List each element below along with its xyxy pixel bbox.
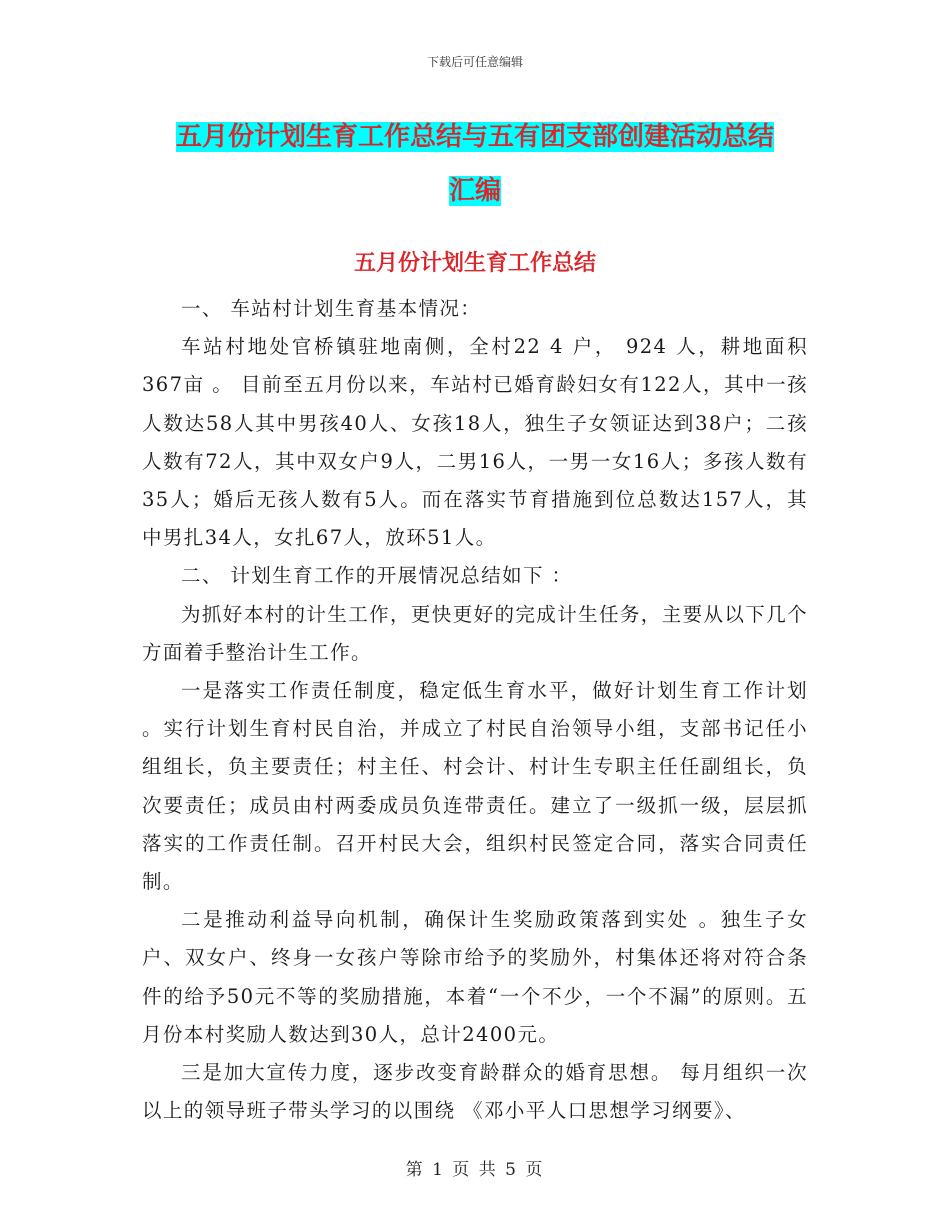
document-title-line-1: 五月份计划生育工作总结与五有团支部创建活动总结 <box>175 122 774 152</box>
document-title <box>140 110 810 218</box>
page-footer: 第 1 页 共 5 页 <box>405 1160 545 1180</box>
paragraph-heading-1: 一、 车站村计划生育基本情况： <box>181 297 482 320</box>
document-title-line-2: 汇编 <box>448 176 501 206</box>
paragraph: 三是加大宣传力度，逐步改变育龄群众的婚育思想。 每月组织一次以上的领导班子带头学习的以围绕 《邓小平人口思想学习纲要》、 <box>142 1061 808 1123</box>
body-text <box>142 290 808 1130</box>
paragraph: 二是推动利益导向机制，确保计生奖励政策落到实处 。独生子女户、双女户、终身一女孩户等除市给予的奖励外，村集体还将对符合条件的给予50元不等的奖励措施，本着“一个不少，一个不漏”的原则。五月份本村奖励人数达到30人，总计2400元。 <box>142 908 808 1046</box>
paragraph-heading-2: 二、 计划生育工作的开展情况总结如下 ： <box>181 564 573 588</box>
section-title: 五月份计划生育工作总结 <box>353 251 596 276</box>
header-note: 下载后可任意编辑 <box>426 55 523 69</box>
paragraph: 为抓好本村的计生工作，更快更好的完成计生任务，主要从以下几个方面着手整治计生工作。 <box>142 602 809 664</box>
paragraph: 车站村地处官桥镇驻地南侧，全村22 4 户， 924 人，耕地面积367亩 。 目前至五月份以来，车站村已婚育龄妇女有122人，其中一孩人数达58人其中男孩40人、女孩18人，独生子女领证达到38户；二孩人数有72人，其中双女户9人，二男16人，一男一女16人；多孩人数有35人；婚后无孩人数有5人。而在落实节育措施到位总数达157人，其中男扎34人，女扎67人，放环51人。 <box>142 335 808 550</box>
paragraph: 一是落实工作责任制度，稳定低生育水平，做好计划生育工作计划 。实行计划生育村民自治，并成立了村民自治领导小组，支部书记任小组组长，负主要责任；村主任、村会计、村计生专职主任任副组长，负次要责任；成员由村两委成员负连带责任。建立了一级抓一级，层层抓落实的工作责任制。召开村民大会，组织村民签定合同，落实合同责任制。 <box>142 679 808 894</box>
